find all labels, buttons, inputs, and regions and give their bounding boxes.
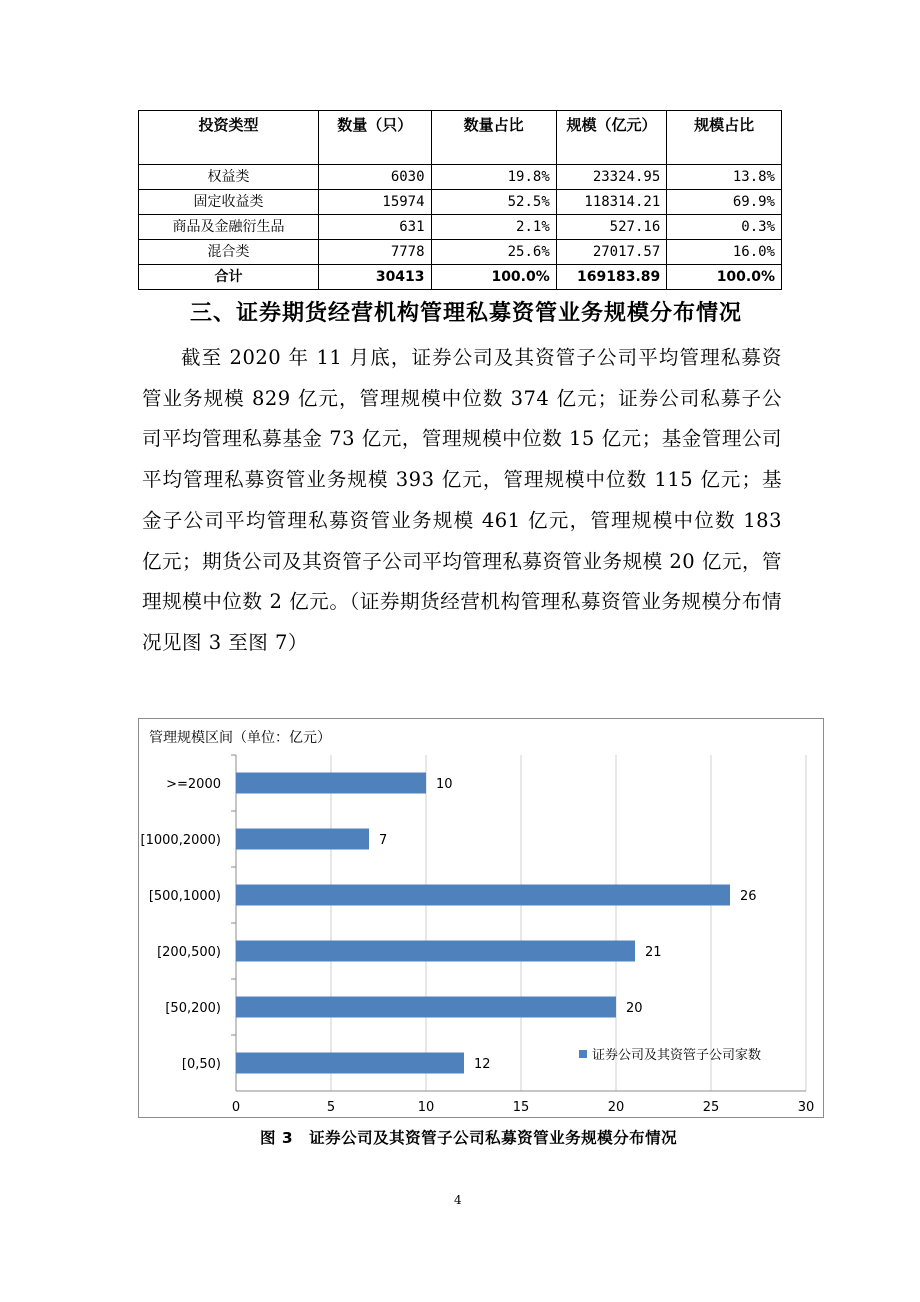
data-label: 21: [645, 945, 662, 960]
bar: [236, 773, 426, 794]
bar: [236, 829, 369, 850]
data-label: 20: [626, 1001, 643, 1016]
total-scale-ratio: 100.0%: [667, 265, 782, 290]
table-total-row: [139, 265, 782, 290]
cell-scale-ratio: 69.9%: [667, 190, 782, 215]
scale-distribution-chart: [138, 718, 824, 1118]
table-row: [139, 190, 782, 215]
x-tick-label: 15: [512, 1100, 530, 1115]
cell-type: 混合类: [139, 240, 319, 265]
body-paragraph: 截至 2020 年 11 月底，证券公司及其资管子公司平均管理私募资管业务规模 829 亿元，管理规模中位数 374 亿元；证券公司私募子公司平均管理私募基金 73 亿元，管理规模中位数 15 亿元；基金管理公司平均管理私募资管业务规模 393 亿元，管理规模中位数 115 亿元；基金子公司平均管理私募资管业务规模 461 亿元，管理规模中位数 183 亿元；期货公司及其资管子公司平均管理私募资管业务规模 20 亿元，管理规模中位数 2 亿元。（证券期货经营机构管理私募资管业务规模分布情况见图 3 至图 7）: [142, 346, 782, 654]
x-tick-label: 10: [417, 1100, 435, 1115]
table-row: [139, 215, 782, 240]
data-label: 26: [740, 889, 757, 904]
investment-type-table: [138, 110, 782, 290]
cell-scale: 527.16: [556, 215, 666, 240]
chart-legend: [579, 1044, 761, 1063]
y-tick-label: [500,1000): [148, 889, 221, 904]
total-scale: 169183.89: [556, 265, 666, 290]
cell-scale-ratio: 13.8%: [667, 165, 782, 190]
header-count-ratio: 数量占比: [431, 111, 556, 165]
cell-count-ratio: 2.1%: [431, 215, 556, 240]
section-heading: 三、证券期货经营机构管理私募资管业务规模分布情况: [190, 301, 743, 326]
table-row: [139, 240, 782, 265]
legend-swatch: [579, 1050, 587, 1058]
legend-label: 证券公司及其资管子公司家数: [592, 1048, 762, 1063]
cell-count: 631: [318, 215, 431, 240]
data-label: 10: [436, 777, 453, 792]
chart-title: 管理规模区间（单位：亿元）: [149, 730, 331, 746]
header-scale: 规模（亿元）: [556, 111, 666, 165]
y-tick-label: [0,50): [181, 1057, 221, 1072]
y-tick-label: [50,200): [165, 1001, 221, 1016]
data-label: 12: [474, 1057, 491, 1072]
total-count: 30413: [318, 265, 431, 290]
x-tick-label: 20: [607, 1100, 625, 1115]
cell-scale-ratio: 0.3%: [667, 215, 782, 240]
cell-type: 固定收益类: [139, 190, 319, 215]
bar: [236, 941, 635, 962]
header-investment-type: 投资类型: [139, 111, 319, 165]
bar: [236, 885, 730, 906]
x-tick-label: 25: [702, 1100, 720, 1115]
cell-count: 7778: [318, 240, 431, 265]
y-tick-label: >=2000: [166, 777, 221, 792]
x-tick-label: 30: [797, 1100, 815, 1115]
page-number: 4: [454, 1193, 462, 1207]
x-tick-label: 0: [231, 1100, 241, 1115]
cell-type: 商品及金融衍生品: [139, 215, 319, 240]
cell-count: 6030: [318, 165, 431, 190]
y-tick-label: [200,500): [157, 945, 221, 960]
header-scale-ratio: 规模占比: [667, 111, 782, 165]
table-header-row: [139, 111, 782, 165]
cell-scale: 118314.21: [556, 190, 666, 215]
data-label: 7: [379, 833, 388, 848]
cell-scale: 23324.95: [556, 165, 666, 190]
table-row: [139, 165, 782, 190]
cell-scale-ratio: 16.0%: [667, 240, 782, 265]
total-label: 合计: [139, 265, 319, 290]
figure-caption: 图 3 证券公司及其资管子公司私募资管业务规模分布情况: [260, 1129, 678, 1147]
cell-count-ratio: 25.6%: [431, 240, 556, 265]
cell-count-ratio: 52.5%: [431, 190, 556, 215]
x-tick-label: 5: [326, 1100, 336, 1115]
cell-count-ratio: 19.8%: [431, 165, 556, 190]
cell-count: 15974: [318, 190, 431, 215]
header-count: 数量（只）: [318, 111, 431, 165]
total-count-ratio: 100.0%: [431, 265, 556, 290]
cell-type: 权益类: [139, 165, 319, 190]
bar: [236, 997, 616, 1018]
cell-scale: 27017.57: [556, 240, 666, 265]
y-tick-label: [1000,2000): [140, 833, 221, 848]
bar: [236, 1053, 464, 1074]
